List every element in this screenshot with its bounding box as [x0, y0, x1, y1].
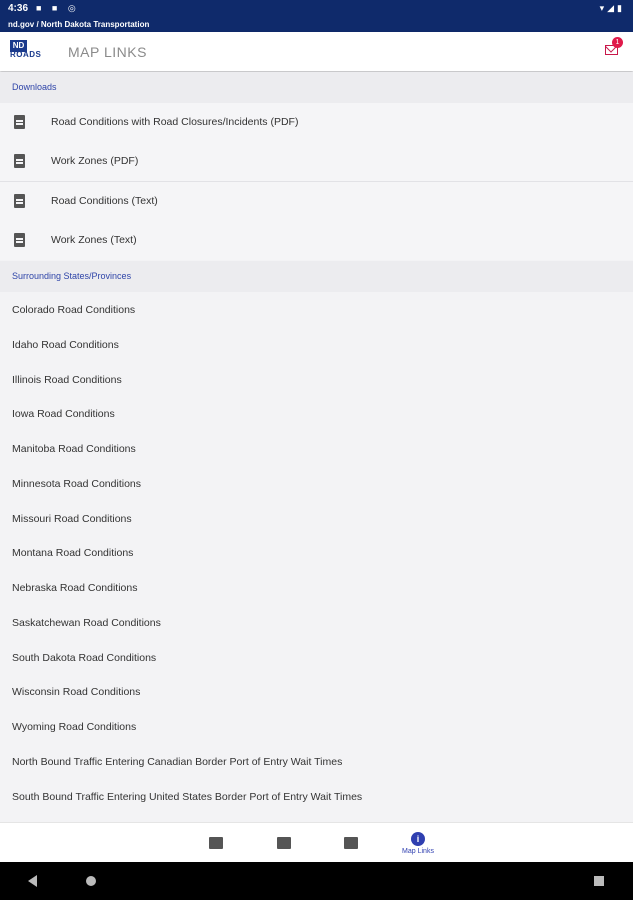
download-item[interactable]: [0, 103, 633, 142]
status-bar: [0, 0, 633, 18]
site-bar: nd.gov / North Dakota Transportation: [0, 18, 633, 32]
download-item-label: Work Zones (Text): [51, 234, 137, 246]
download-item-label: Work Zones (PDF): [51, 155, 139, 167]
nav-map-links-label: Map Links: [402, 848, 434, 855]
text-file-icon: [14, 194, 25, 208]
status-time: 4:36: [8, 3, 29, 14]
download-item-label: Road Conditions with Road Closures/Incidents (PDF): [51, 116, 299, 128]
back-icon[interactable]: [28, 875, 37, 887]
download-item[interactable]: [0, 142, 633, 181]
notification-icons: ■ ■ ◎: [36, 3, 80, 13]
state-link[interactable]: Manitoba Road Conditions: [12, 443, 136, 455]
nav-truck-button[interactable]: [326, 823, 376, 863]
nav-map-button[interactable]: [191, 823, 241, 863]
page-title: MAP LINKS: [68, 44, 147, 60]
download-item-label: Road Conditions (Text): [51, 195, 158, 207]
state-link[interactable]: South Dakota Road Conditions: [12, 652, 157, 664]
camera-icon: [277, 837, 291, 849]
download-item[interactable]: [0, 182, 633, 221]
downloads-header: Downloads: [0, 72, 633, 103]
home-icon[interactable]: [86, 876, 96, 886]
state-link[interactable]: Wisconsin Road Conditions: [12, 686, 141, 698]
state-link[interactable]: Montana Road Conditions: [12, 547, 134, 559]
truck-icon: [344, 837, 358, 849]
mail-badge: 1: [612, 37, 623, 48]
state-link[interactable]: Nebraska Road Conditions: [12, 582, 138, 594]
surrounding-header: Surrounding States/Provinces: [0, 261, 633, 292]
state-link[interactable]: Illinois Road Conditions: [12, 374, 122, 386]
state-link[interactable]: Minnesota Road Conditions: [12, 478, 141, 490]
state-link[interactable]: Missouri Road Conditions: [12, 513, 132, 525]
state-link[interactable]: Wyoming Road Conditions: [12, 721, 137, 733]
logo-roads: ROADS: [10, 50, 42, 59]
border-wait-link[interactable]: South Bound Traffic Entering United States Border Port of Entry Wait Times: [12, 791, 363, 803]
app-bar: [0, 32, 633, 71]
pdf-file-icon: [14, 154, 25, 168]
download-item[interactable]: [0, 221, 633, 260]
nav-map-links-button[interactable]: [393, 823, 443, 863]
state-link[interactable]: Iowa Road Conditions: [12, 408, 115, 420]
bottom-nav: [0, 822, 633, 862]
text-file-icon: [14, 233, 25, 247]
info-icon: i: [411, 832, 425, 846]
recent-apps-icon[interactable]: [594, 876, 604, 886]
pdf-file-icon: [14, 115, 25, 129]
border-wait-link[interactable]: North Bound Traffic Entering Canadian Border Port of Entry Wait Times: [12, 756, 343, 768]
nd-roads-logo[interactable]: [10, 40, 50, 60]
mail-button[interactable]: [605, 39, 621, 58]
nav-camera-button[interactable]: [259, 823, 309, 863]
system-nav-bar: [0, 862, 633, 900]
signal-battery-icons: ▾◢▮: [599, 3, 625, 13]
state-link[interactable]: Colorado Road Conditions: [12, 304, 136, 316]
map-icon: [209, 837, 223, 849]
logo-nd: ND: [10, 40, 27, 52]
state-link[interactable]: Idaho Road Conditions: [12, 339, 119, 351]
state-link[interactable]: Saskatchewan Road Conditions: [12, 617, 161, 629]
